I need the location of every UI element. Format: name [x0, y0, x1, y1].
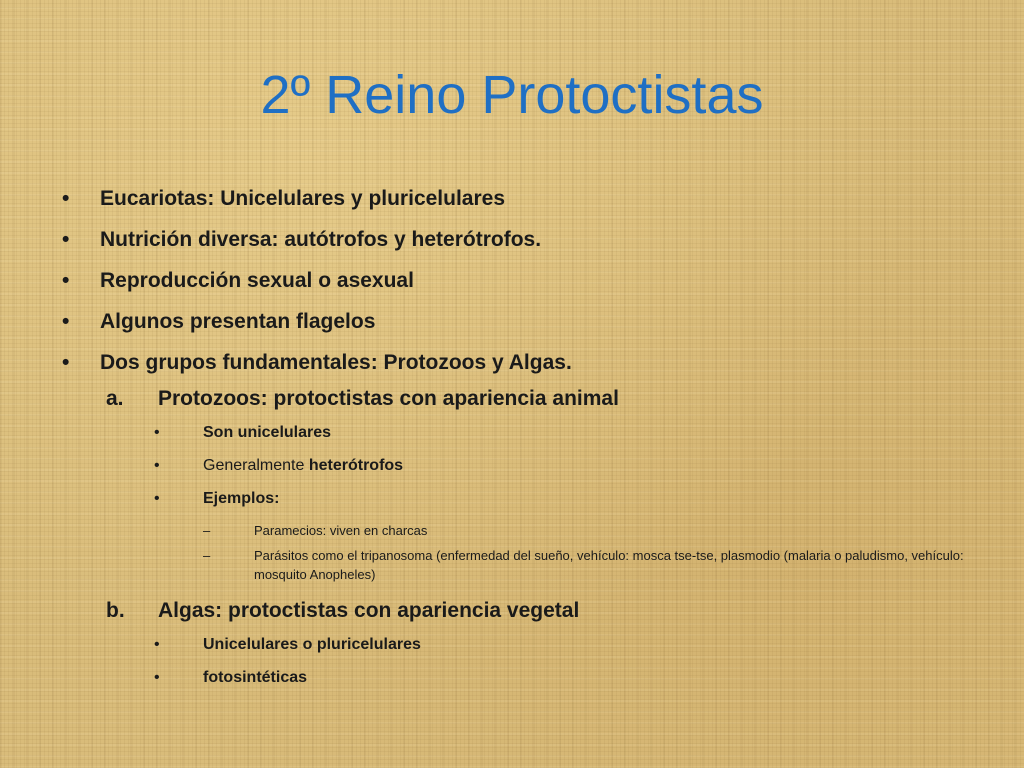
dash-icon: – [203, 548, 211, 563]
slide-title: 2º Reino Protoctistas [260, 65, 764, 125]
bullet-icon: • [62, 187, 70, 210]
group-heading-text: Protozoos: protoctistas con apariencia animal [158, 387, 619, 410]
dash-icon: – [203, 523, 211, 538]
sub-bullet-text: Unicelulares o pluricelulares [203, 636, 421, 653]
example-text: Paramecios: viven en charcas [254, 523, 428, 538]
bullet-icon: • [62, 269, 70, 292]
group-heading-algas [62, 598, 982, 624]
example-item [62, 546, 974, 584]
bullet-icon: • [62, 228, 70, 251]
bullet-text: Dos grupos fundamentales: Protozoos y Algas. [100, 351, 572, 374]
bullet-item [62, 186, 982, 212]
sub-bullet-text: Ejemplos: [203, 490, 280, 507]
bullet-icon: • [154, 457, 160, 474]
bullet-text: Eucariotas: Unicelulares y pluricelulares [100, 187, 506, 210]
bullet-item [62, 268, 982, 294]
bullet-icon: • [62, 310, 70, 333]
bullet-icon: • [154, 424, 160, 441]
sub-bullet-item [62, 667, 982, 689]
sub-bullet-prefix: Generalmente [203, 457, 309, 474]
example-item [62, 521, 974, 540]
bullet-icon: • [62, 351, 70, 374]
bullet-item [62, 309, 982, 335]
sub-bullet-text: Son unicelulares [203, 424, 332, 441]
group-marker: a. [106, 387, 124, 410]
bullet-icon: • [154, 636, 160, 653]
group-heading-protozoos [62, 386, 982, 412]
example-text: Parásitos como el tripanosoma (enfermedad del sueño, vehículo: mosca tse-tse, plasmodio (malaria o paludismo, vehículo: mosquito Anopheles) [254, 548, 964, 582]
slide-body [62, 186, 982, 700]
bullet-item [62, 227, 982, 253]
bullet-text: Nutrición diversa: autótrofos y heterótrofos. [100, 228, 542, 251]
sub-bullet-item [62, 488, 982, 510]
sub-bullet-item [62, 634, 982, 656]
bullet-item [62, 350, 982, 376]
sub-bullet-item [62, 422, 982, 444]
sub-bullet-emphasis: heterótrofos [308, 457, 404, 474]
sub-bullet-item [62, 455, 982, 477]
bullet-text: Reproducción sexual o asexual [100, 269, 414, 292]
bullet-icon: • [154, 669, 160, 686]
group-marker: b. [106, 599, 125, 622]
group-heading-text: Algas: protoctistas con apariencia vegetal [158, 599, 580, 622]
bullet-text: Algunos presentan flagelos [100, 310, 376, 333]
bullet-icon: • [154, 490, 160, 507]
sub-bullet-text: fotosintéticas [203, 669, 308, 686]
